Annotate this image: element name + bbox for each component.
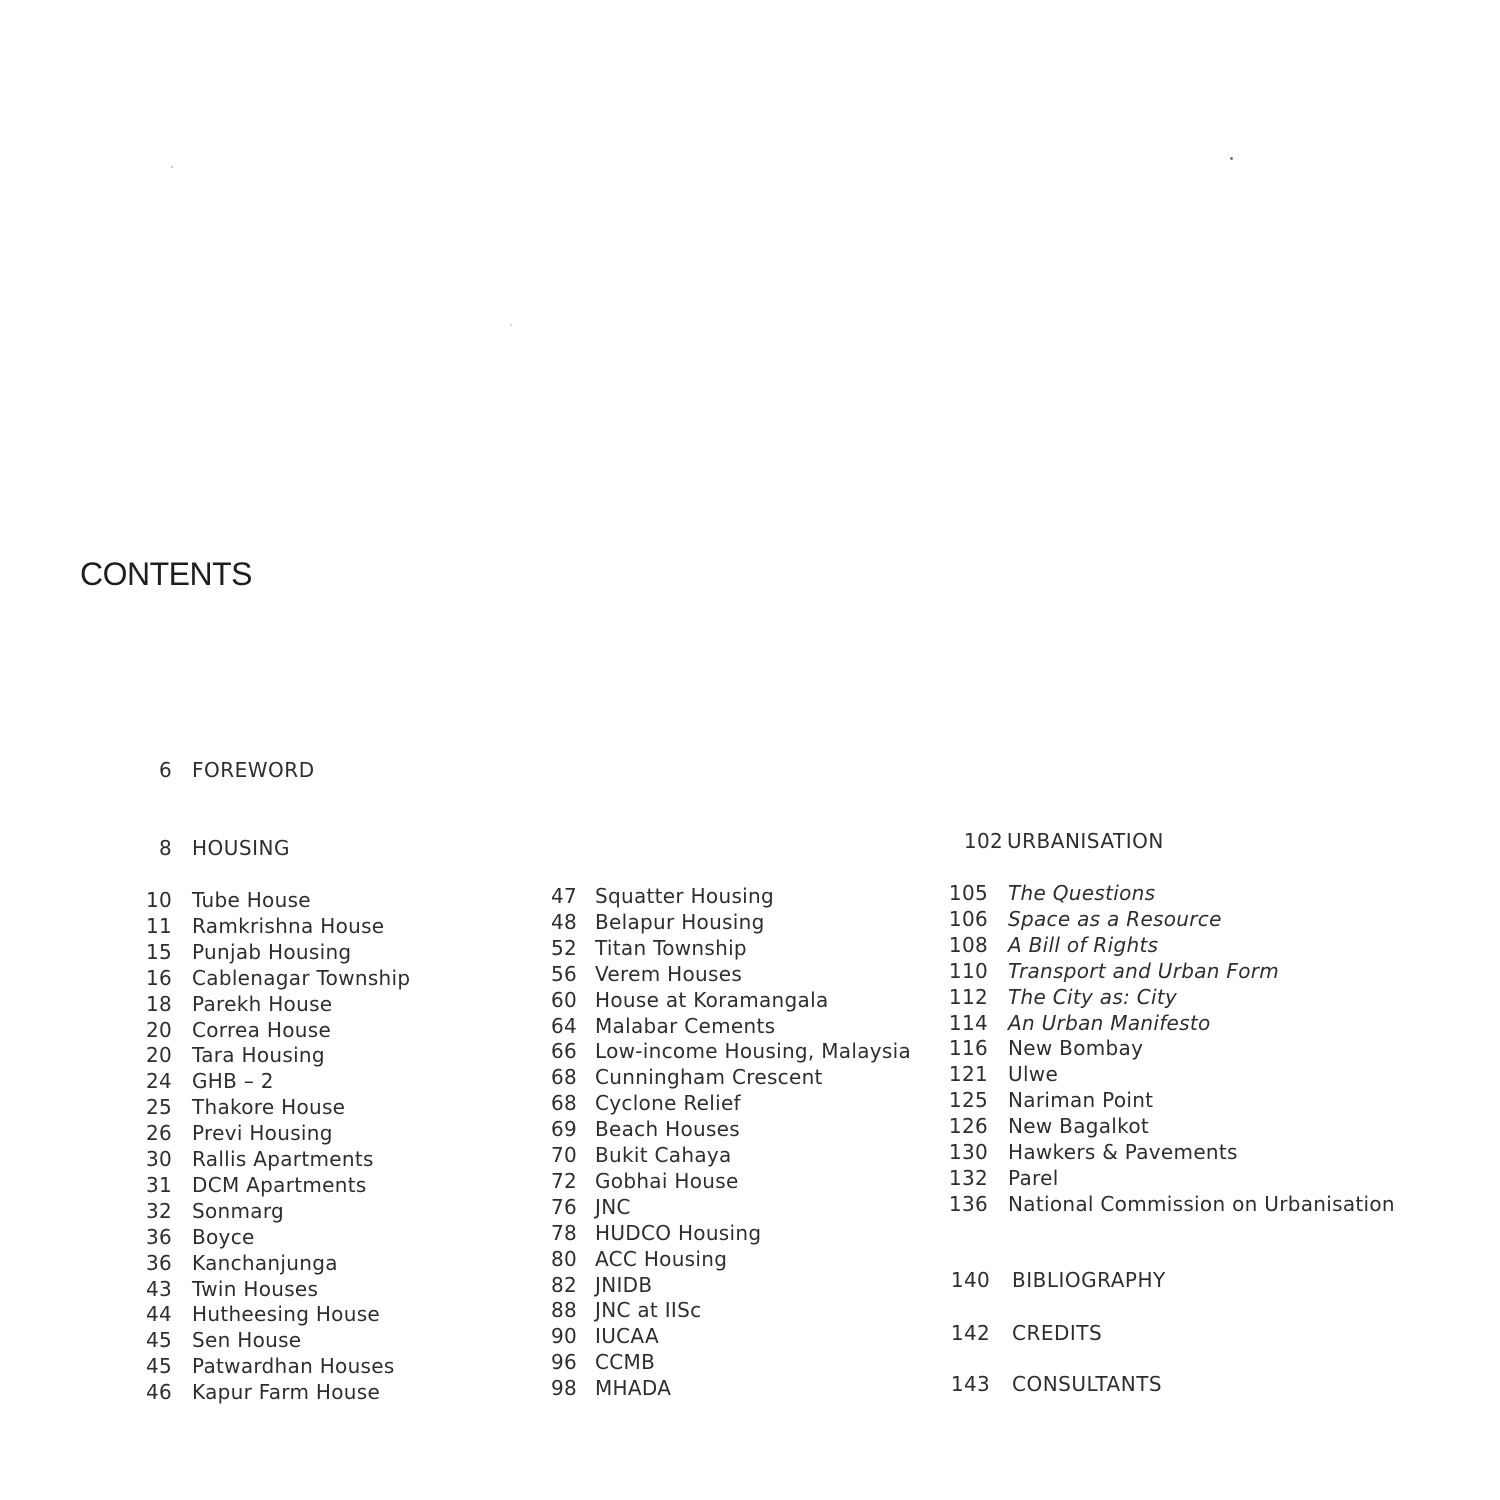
page-number: 72 (550, 1168, 577, 1193)
page-number: 31 (145, 1172, 172, 1197)
entry-label: Twin Houses (192, 1276, 319, 1301)
page-number: 66 (550, 1039, 577, 1064)
page-number: 10 (145, 888, 172, 912)
toc-entry[interactable] (940, 932, 1158, 958)
toc-entry[interactable] (543, 961, 742, 987)
page-number: 69 (550, 1117, 577, 1142)
toc-entry[interactable] (140, 1301, 380, 1327)
toc-entry[interactable] (140, 887, 311, 913)
entry-label: An Urban Manifesto (1008, 1010, 1211, 1035)
toc-entry[interactable] (140, 1094, 345, 1120)
page-number: 80 (550, 1246, 577, 1271)
page-number: 16 (145, 965, 172, 990)
entry-label: Verem Houses (595, 961, 743, 986)
toc-entry[interactable] (140, 1327, 301, 1353)
page-number: 125 (948, 1088, 988, 1113)
scan-speck (171, 166, 173, 168)
entry-label: New Bagalkot (1008, 1114, 1150, 1139)
toc-entry[interactable] (140, 1068, 274, 1094)
page-number: 136 (948, 1191, 988, 1216)
page-number: 52 (550, 935, 577, 960)
section-label: URBANISATION (1007, 829, 1164, 853)
toc-entry[interactable] (543, 1116, 740, 1142)
entry-label: Cyclone Relief (595, 1091, 741, 1116)
entry-label: Previ Housing (192, 1121, 333, 1146)
toc-entry[interactable] (140, 965, 410, 991)
entry-label: Thakore House (192, 1095, 346, 1120)
toc-entry[interactable] (940, 958, 1279, 984)
page-number: 6 (158, 758, 172, 782)
entry-label: HUDCO Housing (595, 1220, 762, 1245)
page-number: 36 (145, 1250, 172, 1275)
toc-entry[interactable] (543, 1297, 701, 1323)
page-number: 112 (948, 984, 988, 1009)
entry-label: Sen House (192, 1328, 302, 1353)
page-number: 64 (550, 1013, 577, 1038)
entry-label: Low-income Housing, Malaysia (595, 1039, 912, 1064)
toc-entry[interactable] (543, 1194, 631, 1220)
entry-label: Beach Houses (595, 1117, 741, 1142)
page-number: 82 (550, 1272, 577, 1297)
page-number: 32 (145, 1198, 172, 1223)
entry-label: Bukit Cahaya (595, 1143, 732, 1167)
toc-entry[interactable] (543, 1272, 652, 1298)
toc-entry-back-matter[interactable] (940, 1267, 1166, 1293)
section-label: CREDITS (1012, 1321, 1103, 1345)
entry-label: Cablenagar Township (192, 965, 411, 990)
page-number: 142 (950, 1321, 990, 1345)
page-number: 20 (145, 1043, 172, 1068)
entry-label: Boyce (192, 1224, 255, 1249)
toc-entry[interactable] (140, 1224, 255, 1250)
toc-entry-back-matter[interactable] (940, 1320, 1102, 1346)
entry-label: JNC (595, 1194, 631, 1219)
toc-entry[interactable] (940, 906, 1222, 932)
page-title: CONTENTS (80, 556, 252, 592)
page-number: 106 (948, 906, 988, 931)
entry-label: Transport and Urban Form (1008, 958, 1280, 983)
page-number: 140 (950, 1268, 990, 1292)
toc-entry[interactable] (140, 1120, 333, 1146)
entry-label: Nariman Point (1008, 1088, 1154, 1113)
toc-entry[interactable] (940, 1191, 1395, 1217)
entry-label: Ulwe (1008, 1062, 1059, 1087)
toc-entry[interactable] (940, 1035, 1143, 1061)
page-number: 68 (550, 1065, 577, 1090)
entry-label: Cunningham Crescent (595, 1065, 823, 1090)
toc-entry-back-matter[interactable] (940, 1371, 1162, 1397)
toc-section-urbanisation[interactable] (955, 828, 1164, 854)
toc-entry[interactable] (543, 1064, 823, 1090)
entry-label: Tube House (192, 888, 311, 912)
entry-label: A Bill of Rights (1008, 932, 1159, 957)
toc-entry[interactable] (140, 1172, 367, 1198)
toc-entry-foreword[interactable] (140, 757, 315, 783)
toc-entry[interactable] (543, 1323, 659, 1349)
entry-label: Sonmarg (192, 1198, 285, 1223)
page-number: 18 (145, 991, 172, 1016)
toc-entry[interactable] (543, 1038, 911, 1064)
page-number: 126 (948, 1114, 988, 1139)
entry-label: JNIDB (595, 1272, 653, 1297)
entry-label: Belapur Housing (595, 909, 765, 934)
entry-label: The Questions (1008, 881, 1156, 905)
page-number: 110 (948, 958, 988, 983)
entry-label: Space as a Resource (1008, 906, 1222, 931)
page-number: 25 (145, 1095, 172, 1120)
page-number: 36 (145, 1224, 172, 1249)
toc-entry[interactable] (140, 1379, 380, 1405)
page-number: 105 (948, 881, 988, 905)
toc-entry[interactable] (543, 987, 829, 1013)
section-label: HOUSING (192, 836, 290, 860)
toc-entry[interactable] (140, 1353, 395, 1379)
scan-speck (1230, 157, 1233, 160)
page-number: 45 (145, 1328, 172, 1353)
entry-label: ACC Housing (595, 1246, 728, 1271)
entry-label: CCMB (595, 1350, 656, 1375)
entry-label: Correa House (192, 1017, 332, 1042)
page-number: 60 (550, 987, 577, 1012)
page-number: 114 (948, 1010, 988, 1035)
entry-label: Hawkers & Pavements (1008, 1140, 1238, 1164)
page-number: 20 (145, 1017, 172, 1042)
toc-entry[interactable] (140, 939, 351, 965)
page-number: 70 (550, 1143, 577, 1167)
toc-entry[interactable] (940, 984, 1177, 1010)
page-number: 96 (550, 1350, 577, 1375)
entry-label: Tara Housing (192, 1043, 325, 1068)
entry-label: Titan Township (595, 935, 747, 960)
entry-label: Kanchanjunga (192, 1250, 338, 1275)
entry-label: Punjab Housing (192, 939, 352, 964)
toc-entry[interactable] (543, 1349, 655, 1375)
page-number: 88 (550, 1298, 577, 1323)
entry-label: JNC at IISc (595, 1298, 702, 1323)
page-number: 116 (948, 1036, 988, 1061)
page-number: 76 (550, 1194, 577, 1219)
entry-label: The City as: City (1008, 984, 1178, 1009)
toc-entry[interactable] (140, 913, 384, 939)
toc-entry[interactable] (543, 883, 774, 909)
entry-label: Hutheesing House (192, 1302, 381, 1327)
page-number: 11 (145, 913, 172, 938)
page-number: 108 (948, 932, 988, 957)
toc-entry[interactable] (140, 1146, 374, 1172)
toc-entry[interactable] (940, 880, 1155, 906)
entry-label: Kapur Farm House (192, 1380, 381, 1405)
toc-entry[interactable] (543, 935, 747, 961)
entry-label: Parekh House (192, 991, 333, 1016)
page-number: 15 (145, 939, 172, 964)
page-number: 90 (550, 1324, 577, 1349)
toc-entry[interactable] (543, 1220, 761, 1246)
entry-label: Gobhai House (595, 1168, 739, 1193)
page-number: 48 (550, 909, 577, 934)
page-number: 78 (550, 1220, 577, 1245)
toc-entry[interactable] (140, 1198, 284, 1224)
page-number: 45 (145, 1354, 172, 1379)
toc-entry[interactable] (140, 1250, 338, 1276)
entry-label: MHADA (595, 1376, 672, 1401)
toc-entry[interactable] (543, 1013, 775, 1039)
toc-entry[interactable] (543, 1090, 741, 1116)
page-number: 26 (145, 1121, 172, 1146)
entry-label: GHB – 2 (192, 1069, 274, 1094)
page-number: 121 (948, 1062, 988, 1087)
toc-entry[interactable] (940, 1061, 1058, 1087)
entry-label: House at Koramangala (595, 987, 829, 1012)
section-label: BIBLIOGRAPHY (1012, 1268, 1166, 1292)
entry-label: Squatter Housing (595, 884, 774, 908)
toc-entry[interactable] (543, 1246, 727, 1272)
toc-entry[interactable] (140, 1042, 325, 1068)
page-number: 132 (948, 1165, 988, 1190)
entry-label: Patwardhan Houses (192, 1354, 395, 1379)
page-number: 98 (550, 1376, 577, 1401)
toc-entry[interactable] (543, 1168, 739, 1194)
page-number: 24 (145, 1069, 172, 1094)
toc-entry[interactable] (543, 909, 765, 935)
page-number: 47 (550, 884, 577, 908)
page-number: 44 (145, 1302, 172, 1327)
toc-section-housing[interactable] (140, 835, 290, 861)
page-number: 46 (145, 1380, 172, 1405)
section-label: FOREWORD (192, 758, 315, 782)
toc-entry[interactable] (543, 1142, 732, 1168)
page-number: 143 (950, 1372, 990, 1396)
toc-entry[interactable] (940, 1010, 1211, 1036)
entry-label: IUCAA (595, 1324, 659, 1349)
toc-entry[interactable] (940, 1087, 1153, 1113)
page-number: 43 (145, 1276, 172, 1301)
entry-label: New Bombay (1008, 1036, 1144, 1061)
section-label: CONSULTANTS (1012, 1372, 1163, 1396)
entry-label: Parel (1008, 1165, 1059, 1190)
entry-label: National Commission on Urbanisation (1008, 1191, 1395, 1216)
entry-label: Ramkrishna House (192, 913, 385, 938)
toc-entry[interactable] (140, 991, 332, 1017)
toc-entry[interactable] (140, 1017, 331, 1043)
toc-entry[interactable] (940, 1165, 1059, 1191)
page-number: 8 (158, 836, 172, 860)
toc-entry[interactable] (140, 1276, 318, 1302)
page-number: 30 (145, 1147, 172, 1171)
entry-label: Malabar Cements (595, 1013, 776, 1038)
entry-label: Rallis Apartments (192, 1147, 374, 1171)
page-number: 102 (963, 829, 1003, 853)
toc-entry[interactable] (940, 1113, 1149, 1139)
page-number: 68 (550, 1091, 577, 1116)
entry-label: DCM Apartments (192, 1172, 367, 1197)
page-number: 130 (948, 1140, 988, 1164)
toc-entry[interactable] (543, 1375, 671, 1401)
toc-entry[interactable] (940, 1139, 1238, 1165)
scan-speck (510, 324, 512, 326)
page-number: 56 (550, 961, 577, 986)
